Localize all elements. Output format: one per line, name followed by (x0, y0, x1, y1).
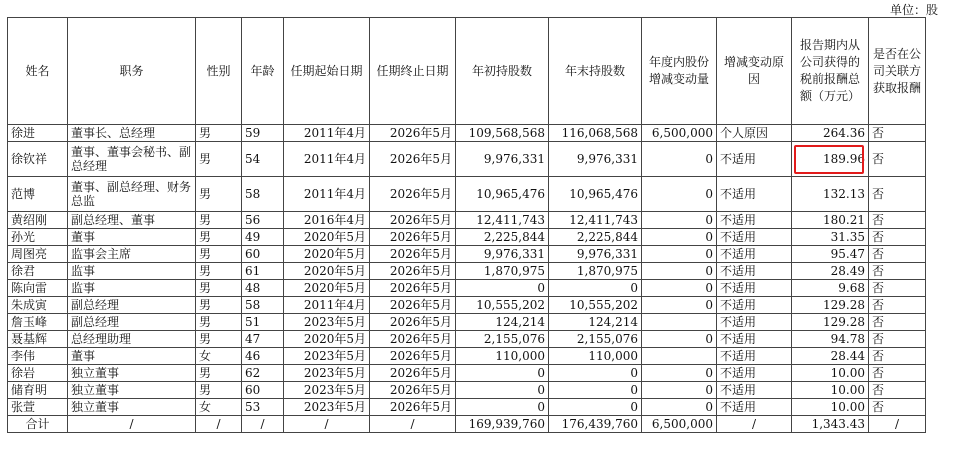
table-cell: 2,155,076 (549, 331, 642, 348)
table-cell: 0 (549, 399, 642, 416)
table-cell: 10.00 (792, 399, 869, 416)
table-cell: 2020年5月 (284, 263, 370, 280)
table-cell: 不适用 (717, 246, 792, 263)
table-cell: 31.35 (792, 229, 869, 246)
table-cell: 1,343.43 (792, 416, 869, 433)
table-cell: 9,976,331 (549, 142, 642, 177)
table-cell: 53 (242, 399, 284, 416)
table-cell: 否 (869, 382, 926, 399)
table-row (8, 280, 926, 297)
table-cell: / (869, 416, 926, 433)
table-cell: 110,000 (456, 348, 549, 365)
table-cell: 10,965,476 (549, 177, 642, 212)
header-cell: 任期终止日期 (370, 18, 456, 125)
table-cell: 6,500,000 (642, 416, 717, 433)
table-cell: 116,068,568 (549, 125, 642, 142)
table-cell: 0 (642, 382, 717, 399)
header-cell: 年龄 (242, 18, 284, 125)
table-cell: 0 (642, 177, 717, 212)
header-cell: 年初持股数 (456, 18, 549, 125)
table-cell: 110,000 (549, 348, 642, 365)
table-cell: 否 (869, 246, 926, 263)
table-cell: 否 (869, 177, 926, 212)
table-cell: 副总经理 (68, 297, 196, 314)
table-cell: 2026年5月 (370, 263, 456, 280)
table-cell: 2011年4月 (284, 125, 370, 142)
table-cell: 否 (869, 331, 926, 348)
table-cell: 0 (549, 280, 642, 297)
table-cell: 不适用 (717, 229, 792, 246)
table-cell: 朱成寅 (8, 297, 68, 314)
table-cell: 男 (196, 212, 242, 229)
table-row (8, 382, 926, 399)
table-cell: 2011年4月 (284, 142, 370, 177)
table-cell: 2023年5月 (284, 382, 370, 399)
table-row (8, 399, 926, 416)
table-cell: 124,214 (456, 314, 549, 331)
table-cell: 1,870,975 (456, 263, 549, 280)
table-cell: 0 (642, 280, 717, 297)
table-cell: / (68, 416, 196, 433)
table-cell: 聂基辉 (8, 331, 68, 348)
table-cell: 否 (869, 297, 926, 314)
table-cell: 46 (242, 348, 284, 365)
table-cell: 2026年5月 (370, 348, 456, 365)
table-cell: 132.13 (792, 177, 869, 212)
table-cell: 否 (869, 229, 926, 246)
table-cell: 2023年5月 (284, 365, 370, 382)
table-cell: 0 (642, 229, 717, 246)
table-cell: 94.78 (792, 331, 869, 348)
table-cell: 58 (242, 177, 284, 212)
table-cell: 2026年5月 (370, 212, 456, 229)
table-cell: 否 (869, 365, 926, 382)
table-cell: 总经理助理 (68, 331, 196, 348)
table-cell: 0 (642, 365, 717, 382)
table-cell: 否 (869, 314, 926, 331)
table-cell: 10.00 (792, 365, 869, 382)
table-cell: 徐岩 (8, 365, 68, 382)
table-cell: 男 (196, 229, 242, 246)
table-row (8, 263, 926, 280)
table-cell: 2016年4月 (284, 212, 370, 229)
table-cell: 否 (869, 142, 926, 177)
table-cell: 2026年5月 (370, 382, 456, 399)
table-cell: 0 (549, 382, 642, 399)
table-row (8, 229, 926, 246)
table-cell: 56 (242, 212, 284, 229)
table-cell: 2020年5月 (284, 246, 370, 263)
table-cell: 不适用 (717, 365, 792, 382)
table-cell: 58 (242, 297, 284, 314)
table-cell: 男 (196, 142, 242, 177)
table-cell: 60 (242, 246, 284, 263)
table-cell: 2020年5月 (284, 280, 370, 297)
header-cell: 增减变动原因 (717, 18, 792, 125)
table-cell: 男 (196, 365, 242, 382)
table-cell: 不适用 (717, 297, 792, 314)
table-cell: 否 (869, 263, 926, 280)
table-cell: 0 (456, 382, 549, 399)
table-cell: 9,976,331 (549, 246, 642, 263)
table-cell: 0 (642, 212, 717, 229)
table-row (8, 177, 926, 212)
table-cell: 0 (549, 365, 642, 382)
table-cell: 男 (196, 263, 242, 280)
header-cell: 性别 (196, 18, 242, 125)
table-cell: 1,870,975 (549, 263, 642, 280)
table-cell: 2,225,844 (456, 229, 549, 246)
table-cell: 不适用 (717, 280, 792, 297)
table-cell: 0 (456, 365, 549, 382)
table-cell: 0 (456, 280, 549, 297)
table-cell: 合计 (8, 416, 68, 433)
table-cell: 95.47 (792, 246, 869, 263)
table-cell: 129.28 (792, 314, 869, 331)
table-cell: 0 (642, 331, 717, 348)
table-cell: 否 (869, 125, 926, 142)
table-cell: 不适用 (717, 263, 792, 280)
unit-label: 单位：股 (889, 3, 938, 17)
table-cell: 2023年5月 (284, 399, 370, 416)
table-cell: 9,976,331 (456, 246, 549, 263)
table-cell: / (242, 416, 284, 433)
table-cell: 62 (242, 365, 284, 382)
table-cell: 董事 (68, 348, 196, 365)
total-row (8, 416, 926, 433)
table-cell: 10,965,476 (456, 177, 549, 212)
table-cell: 109,568,568 (456, 125, 549, 142)
header-cell: 姓名 (8, 18, 68, 125)
table-cell: 48 (242, 280, 284, 297)
header-cell: 年度内股份增减变动量 (642, 18, 717, 125)
table-cell: 124,214 (549, 314, 642, 331)
table-cell: 176,439,760 (549, 416, 642, 433)
table-cell: 28.49 (792, 263, 869, 280)
header-cell: 任期起始日期 (284, 18, 370, 125)
table-cell: 男 (196, 280, 242, 297)
table-cell: 男 (196, 331, 242, 348)
table-cell: 否 (869, 212, 926, 229)
table-row (8, 297, 926, 314)
table-cell: 6,500,000 (642, 125, 717, 142)
table-cell: 10.00 (792, 382, 869, 399)
table-cell: 女 (196, 399, 242, 416)
table-cell: 董事 (68, 229, 196, 246)
table-row (8, 125, 926, 142)
table-cell: 不适用 (717, 331, 792, 348)
table-cell: / (284, 416, 370, 433)
table-cell: 2023年5月 (284, 348, 370, 365)
table-cell: 徐进 (8, 125, 68, 142)
table-cell: 男 (196, 125, 242, 142)
table-cell: 2026年5月 (370, 331, 456, 348)
table-cell: 2026年5月 (370, 229, 456, 246)
table-row (8, 142, 926, 177)
header-cell: 职务 (68, 18, 196, 125)
table-cell: 监事 (68, 263, 196, 280)
table-cell: 个人原因 (717, 125, 792, 142)
table-cell: 监事会主席 (68, 246, 196, 263)
table-cell: 独立董事 (68, 365, 196, 382)
highlighted-cell: 189.96 (792, 142, 869, 177)
table-cell: 不适用 (717, 142, 792, 177)
table-cell: 男 (196, 382, 242, 399)
table-cell: 2020年5月 (284, 229, 370, 246)
table-cell: 49 (242, 229, 284, 246)
table-cell: 范博 (8, 177, 68, 212)
table-cell: 60 (242, 382, 284, 399)
table-cell: 2026年5月 (370, 399, 456, 416)
table-cell: 61 (242, 263, 284, 280)
table-cell: 独立董事 (68, 382, 196, 399)
table-cell: 51 (242, 314, 284, 331)
table-cell: 9,976,331 (456, 142, 549, 177)
table-cell: 10,555,202 (456, 297, 549, 314)
table-cell: 0 (642, 297, 717, 314)
table-cell: 徐君 (8, 263, 68, 280)
table-cell: 不适用 (717, 348, 792, 365)
table-cell: 0 (642, 142, 717, 177)
table-cell: 女 (196, 348, 242, 365)
table-cell: 李伟 (8, 348, 68, 365)
table-row (8, 212, 926, 229)
table-cell: 2026年5月 (370, 314, 456, 331)
table-cell: 男 (196, 297, 242, 314)
table-cell: 28.44 (792, 348, 869, 365)
table-cell: 独立董事 (68, 399, 196, 416)
table-cell: 47 (242, 331, 284, 348)
table-cell: 徐钦祥 (8, 142, 68, 177)
header-cell: 报告期内从公司获得的税前报酬总额（万元） (792, 18, 869, 125)
table-cell: 不适用 (717, 212, 792, 229)
table-cell: / (370, 416, 456, 433)
table-cell (642, 348, 717, 365)
table-cell: 不适用 (717, 399, 792, 416)
table-cell: 59 (242, 125, 284, 142)
table-cell: 2026年5月 (370, 280, 456, 297)
table-cell: 2023年5月 (284, 314, 370, 331)
table-cell: 12,411,743 (549, 212, 642, 229)
table-cell: 2020年5月 (284, 331, 370, 348)
table-cell: 169,939,760 (456, 416, 549, 433)
table-cell: 副总经理 (68, 314, 196, 331)
table-cell: 男 (196, 314, 242, 331)
table-cell: 2,155,076 (456, 331, 549, 348)
table-row (8, 246, 926, 263)
table-row (8, 365, 926, 382)
table-cell: 2026年5月 (370, 142, 456, 177)
table-cell: 2011年4月 (284, 177, 370, 212)
table-cell: 0 (642, 246, 717, 263)
table-cell: 2026年5月 (370, 177, 456, 212)
table-cell: 不适用 (717, 314, 792, 331)
table-cell: 0 (642, 399, 717, 416)
table-cell: 264.36 (792, 125, 869, 142)
table-cell: 12,411,743 (456, 212, 549, 229)
table-cell: 129.28 (792, 297, 869, 314)
table-header-row (8, 18, 926, 125)
table-cell: 副总经理、董事 (68, 212, 196, 229)
table-cell: 否 (869, 399, 926, 416)
table-cell: 0 (456, 399, 549, 416)
table-cell: 张萱 (8, 399, 68, 416)
table-cell: 否 (869, 348, 926, 365)
table-cell: 2011年4月 (284, 297, 370, 314)
header-cell: 年末持股数 (549, 18, 642, 125)
table-cell: 黄绍刚 (8, 212, 68, 229)
table-cell: 54 (242, 142, 284, 177)
table-cell: 董事长、总经理 (68, 125, 196, 142)
table-cell: 陈向雷 (8, 280, 68, 297)
table-cell: 2,225,844 (549, 229, 642, 246)
table-cell: / (717, 416, 792, 433)
table-cell: 周图亮 (8, 246, 68, 263)
table-row (8, 331, 926, 348)
table-cell: 储育明 (8, 382, 68, 399)
table-cell: 2026年5月 (370, 365, 456, 382)
table-cell: / (196, 416, 242, 433)
table-cell: 不适用 (717, 177, 792, 212)
shareholding-table (7, 17, 926, 433)
table-row (8, 314, 926, 331)
table-cell (642, 314, 717, 331)
table-cell: 9.68 (792, 280, 869, 297)
table-cell: 0 (642, 263, 717, 280)
table-cell: 10,555,202 (549, 297, 642, 314)
table-cell: 男 (196, 246, 242, 263)
table-cell: 2026年5月 (370, 297, 456, 314)
table-cell: 孙光 (8, 229, 68, 246)
table-cell: 2026年5月 (370, 125, 456, 142)
table-cell: 男 (196, 177, 242, 212)
table-cell: 詹玉峰 (8, 314, 68, 331)
header-cell: 是否在公司关联方获取报酬 (869, 18, 926, 125)
table-cell: 不适用 (717, 382, 792, 399)
table-row (8, 348, 926, 365)
table-cell: 180.21 (792, 212, 869, 229)
table-cell: 董事、副总经理、财务总监 (68, 177, 196, 212)
table-cell: 董事、董事会秘书、副总经理 (68, 142, 196, 177)
table-cell: 否 (869, 280, 926, 297)
table-cell: 2026年5月 (370, 246, 456, 263)
table-cell: 监事 (68, 280, 196, 297)
